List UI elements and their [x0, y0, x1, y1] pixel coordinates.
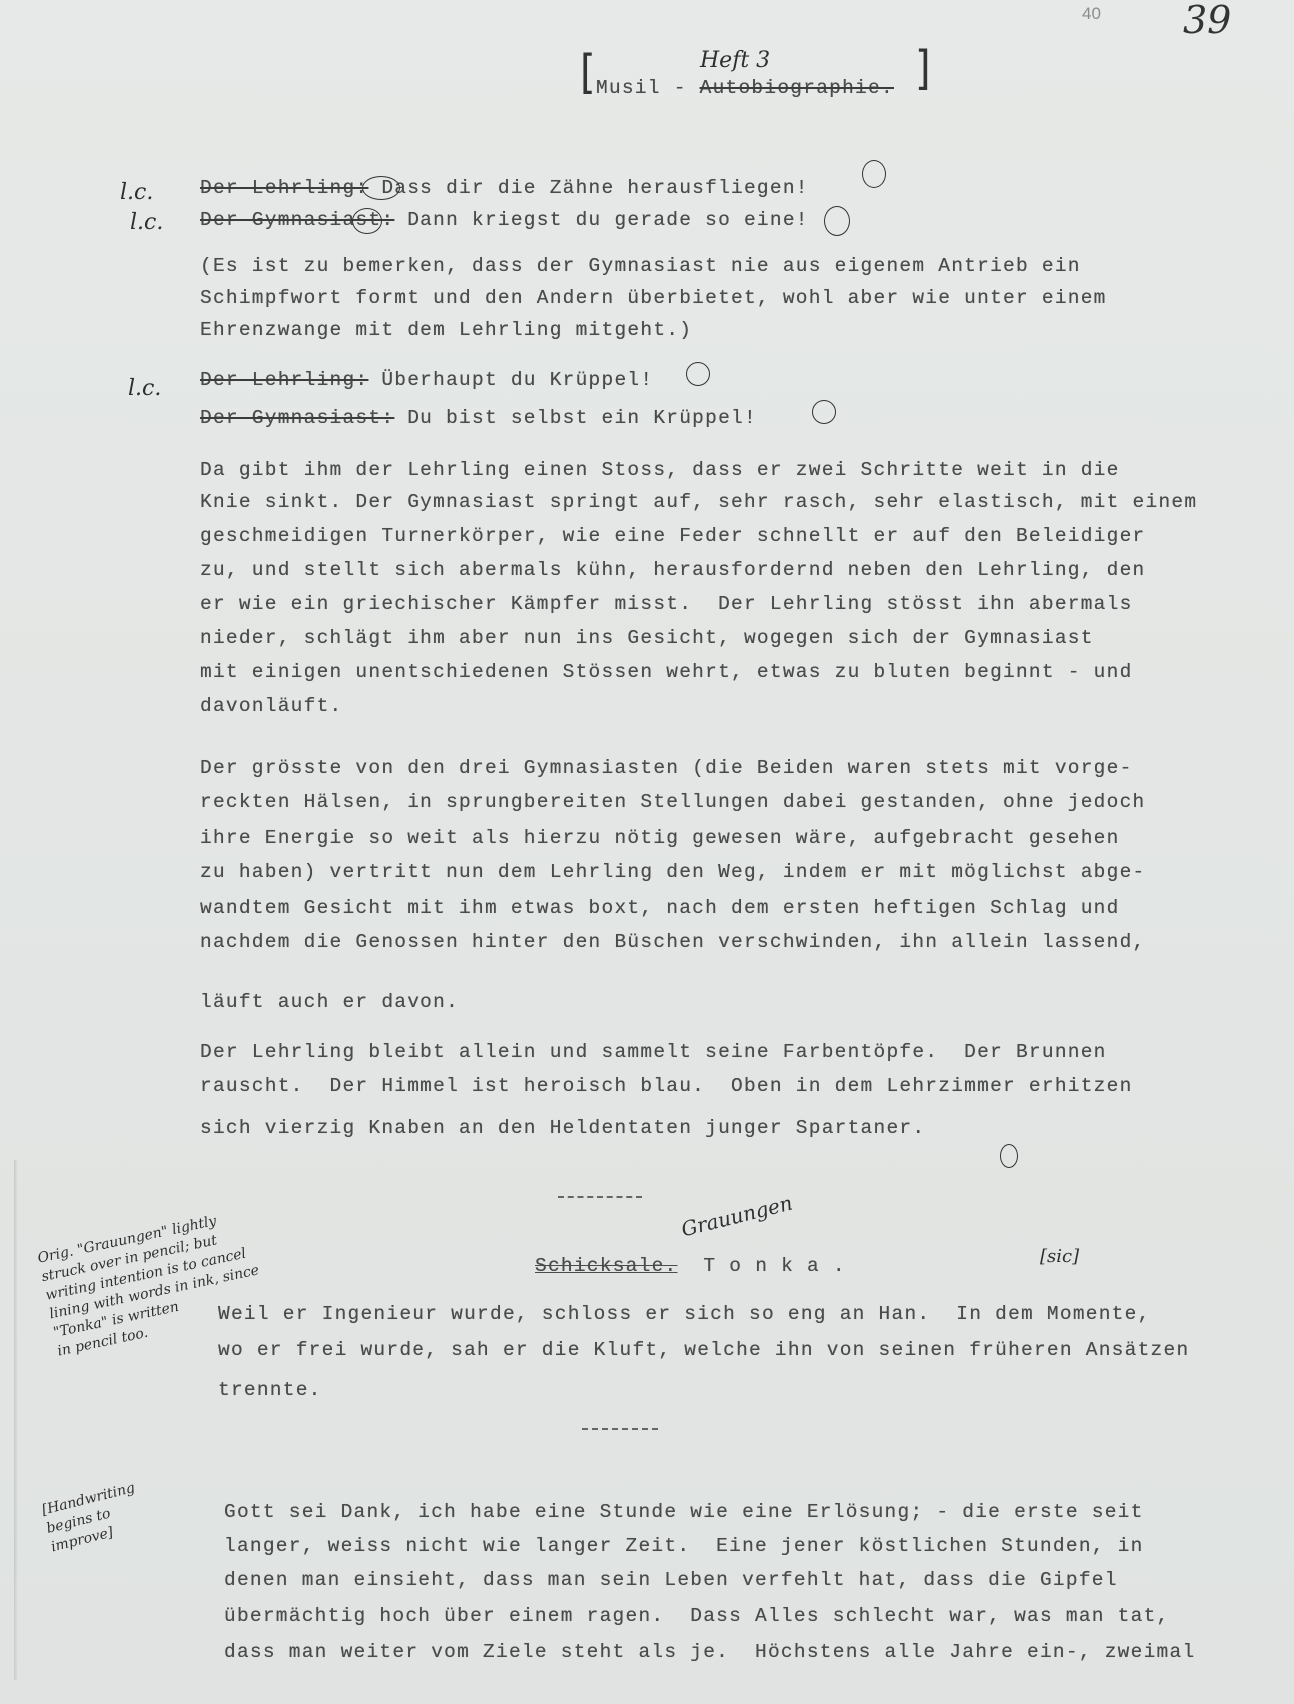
paragraph-line: nachdem die Genossen hinter den Büschen verschwinden, ihn allein lassend,: [200, 931, 1146, 953]
paragraph-line: Der Lehrling bleibt allein und sammelt seine Farbentöpfe. Der Brunnen: [200, 1041, 1107, 1063]
margin-mark-lc: l.c.: [120, 180, 154, 205]
header-author: Musil: [596, 77, 661, 99]
margin-mark-lc: l.c.: [130, 210, 164, 235]
header-bracket-left: [: [580, 46, 596, 100]
paragraph-line: reckten Hälsen, in sprungbereiten Stellungen dabei gestanden, ohne jedoch: [200, 791, 1146, 813]
section-divider: [558, 1196, 642, 1198]
margin-note-editorial: Orig. "Grauungen" lightly struck over in pencil; but writing intention is to cancel lining with words in ink, since "Tonka" is written in pencil too.: [36, 1213, 261, 1360]
editorial-circle-mark: [812, 400, 836, 424]
editorial-circle-mark: [362, 176, 400, 200]
margin-note-handwriting: [Handwriting begins to improve]: [40, 1479, 137, 1556]
paragraph-line: ihre Energie so weit als hierzu nötig gewesen wäre, aufgebracht gesehen: [200, 827, 1120, 849]
aside-line: Ehrenzwange mit dem Lehrling mitgeht.): [200, 319, 693, 341]
dialogue-line: [200, 208, 809, 232]
aside-line: (Es ist zu bemerken, dass der Gymnasiast nie aus eigenem Antrieb ein: [200, 255, 1081, 277]
speaker-struck: Der Lehrling:: [200, 177, 369, 199]
paragraph-line: trennte.: [218, 1379, 322, 1401]
paragraph-line: dass man weiter vom Ziele steht als je. Höchstens alle Jahre ein-, zweimal: [224, 1641, 1196, 1663]
archive-page-number: 40: [1082, 4, 1101, 23]
paragraph-line: denen man einsieht, dass man sein Leben verfehlt hat, dass die Gipfel: [224, 1569, 1118, 1591]
section-heading: [535, 1254, 846, 1278]
paragraph-line: zu, und stellt sich abermals kühn, herausfordernd neben den Lehrling, den: [200, 559, 1146, 581]
paragraph-line: übermächtig hoch über einem ragen. Dass Alles schlecht war, was man tat,: [224, 1605, 1170, 1627]
editorial-circle-mark: [686, 362, 710, 386]
heading-title: T o n k a .: [703, 1255, 846, 1277]
paragraph-line: Weil er Ingenieur wurde, schloss er sich so eng an Han. In dem Momente,: [218, 1303, 1151, 1325]
header-title-struck: Autobiographie.: [699, 77, 894, 99]
heading-struck: Schicksale.: [535, 1255, 678, 1277]
editorial-circle-mark: [862, 160, 886, 188]
paragraph-line: Da gibt ihm der Lehrling einen Stoss, dass er zwei Schritte weit in die: [200, 459, 1120, 481]
dialogue-line: [200, 176, 809, 200]
paragraph-line: Gott sei Dank, ich habe eine Stunde wie eine Erlösung; - die erste seit: [224, 1501, 1144, 1523]
speaker-struck: Der Gymnasiast:: [200, 209, 395, 231]
paragraph-line: nieder, schlägt ihm aber nun ins Gesicht, wogegen sich der Gymnasiast: [200, 627, 1094, 649]
speaker-struck: Der Gymnasiast:: [200, 407, 395, 429]
editorial-circle-mark: [1000, 1144, 1018, 1168]
heading-handwritten-replacement: Grauungen: [678, 1190, 795, 1242]
paragraph-line: er wie ein griechischer Kämpfer misst. Der Lehrling stösst ihn abermals: [200, 593, 1133, 615]
paragraph-line: mit einigen unentschiedenen Stössen wehrt, etwas zu bluten beginnt - und: [200, 661, 1133, 683]
paragraph-line: Der grösste von den drei Gymnasiasten (die Beiden waren stets mit vorge-: [200, 757, 1133, 779]
section-divider: [582, 1428, 658, 1430]
page-header: [596, 76, 894, 100]
editorial-circle-mark: [352, 208, 382, 234]
dialogue-line: [200, 368, 653, 392]
dialogue-text: Dass dir die Zähne herausfliegen!: [381, 177, 809, 199]
dialogue-text: Du bist selbst ein Krüppel!: [407, 407, 757, 429]
paragraph-line: wo er frei wurde, sah er die Kluft, welche ihn von seinen früheren Ansätzen: [218, 1339, 1190, 1361]
speaker-struck: Der Lehrling:: [200, 369, 369, 391]
folio-number: 39: [1183, 0, 1232, 42]
margin-mark-lc: l.c.: [128, 376, 162, 401]
paragraph-line: wandtem Gesicht mit ihm etwas boxt, nach dem ersten heftigen Schlag und: [200, 897, 1120, 919]
dialogue-text: Dann kriegst du gerade so eine!: [407, 209, 809, 231]
header-dash: -: [673, 77, 687, 99]
aside-line: Schimpfwort formt und den Andern überbietet, wohl aber wie unter einem: [200, 287, 1107, 309]
paragraph-line: läuft auch er davon.: [200, 991, 460, 1013]
page-edge-shadow: [14, 1160, 18, 1680]
paragraph-line: geschmeidigen Turnerkörper, wie eine Feder schnellt er auf den Beleidiger: [200, 525, 1146, 547]
sic-note: [sic]: [1040, 1246, 1080, 1267]
paragraph-line: langer, weiss nicht wie langer Zeit. Eine jener köstlichen Stunden, in: [224, 1535, 1144, 1557]
paragraph-line: sich vierzig Knaben an den Heldentaten junger Spartaner.: [200, 1117, 926, 1139]
paragraph-line: Knie sinkt. Der Gymnasiast springt auf, sehr rasch, sehr elastisch, mit einem: [200, 491, 1198, 513]
dialogue-text: Überhaupt du Krüppel!: [381, 369, 654, 391]
paragraph-line: rauscht. Der Himmel ist heroisch blau. Oben in dem Lehrzimmer erhitzen: [200, 1075, 1133, 1097]
header-handwritten-insert: Heft 3: [700, 48, 771, 73]
dialogue-line: [200, 406, 757, 430]
paragraph-line: davonläuft.: [200, 695, 343, 717]
editorial-circle-mark: [824, 206, 850, 236]
paragraph-line: zu haben) vertritt nun dem Lehrling den Weg, indem er mit möglichst abge-: [200, 861, 1146, 883]
header-bracket-right: ]: [915, 42, 931, 96]
